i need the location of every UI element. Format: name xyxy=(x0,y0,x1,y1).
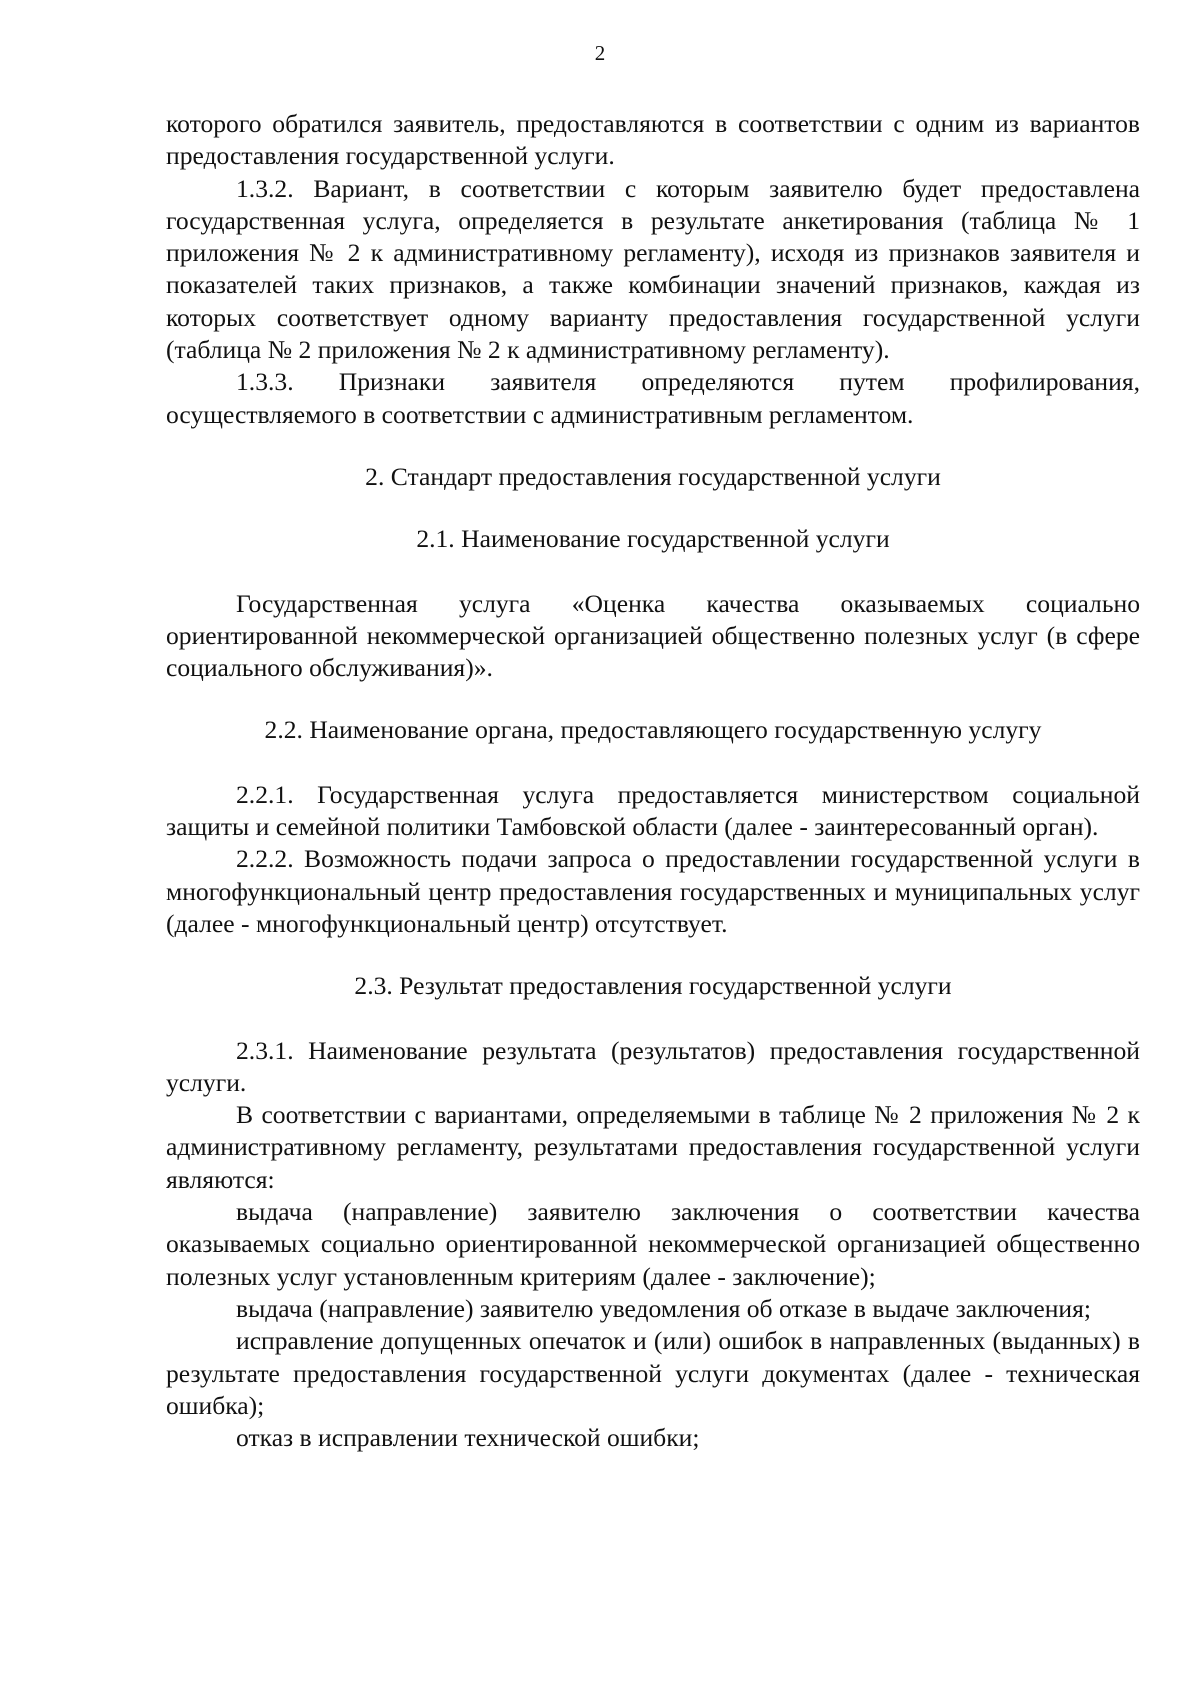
paragraph-result-correction-refusal: отказ в исправлении технической ошибки; xyxy=(236,1423,700,1453)
paragraph-result-correction: исправление допущенных опечаток и (или) ошибок в направленных (выданных) в результате предоставления государственной услуги документах (далее - техническая ошибка); xyxy=(166,1326,1140,1420)
section-2-1-title: 2.1. Наименование государственной услуги xyxy=(416,524,890,554)
paragraph-2-3-1: 2.3.1. Наименование результата (результатов) предоставления государственной услуги. xyxy=(166,1035,1140,1097)
paragraph-2-2-1: 2.2.1. Государственная услуга предоставляется министерством социальной защиты и семейной политики Тамбовской области (далее - заинтересованный орган). xyxy=(166,779,1140,842)
paragraph-result-conclusion: выдача (направление) заявителю заключения о соответствии качества оказываемых социально ориентированной некоммерческой организацией общественно полезных услуг установленным критериям (далее - заключение); xyxy=(166,1197,1140,1291)
paragraph-results-intro: В соответствии с вариантами, определяемыми в таблице № 2 приложения № 2 к административному регламенту, результатами предоставления государственной услуги являются: xyxy=(166,1100,1140,1194)
section-2-2-title: 2.2. Наименование органа, предоставляющего государственную услугу xyxy=(264,715,1042,745)
paragraph-2-2-2: 2.2.2. Возможность подачи запроса о предоставлении государственной услуги в многофункциональный центр предоставления государственных и муниципальных услуг (далее - многофункциональный центр) отсутствует. xyxy=(166,844,1140,938)
document-body xyxy=(166,108,1140,1454)
paragraph-result-refusal: выдача (направление) заявителю уведомления об отказе в выдаче заключения; xyxy=(236,1293,1091,1323)
section-2-title: 2. Стандарт предоставления государственной услуги xyxy=(365,461,941,491)
paragraph-1-3-3: 1.3.3. Признаки заявителя определяются путем профилирования, осуществляемого в соответствии с административным регламентом. xyxy=(166,367,1140,429)
paragraph-1-3-2: 1.3.2. Вариант, в соответствии с которым заявителю будет предоставлена государственная услуга, определяется в результате анкетирования (таблица № 1 приложения № 2 к административному регламенту), исходя из признаков заявителя и показателей таких признаков, а также комбинации значений признаков, каждая из которых соответствует одному варианту предоставления государственной услуги (таблица № 2 приложения № 2 к административному регламенту). xyxy=(166,173,1140,365)
paragraph-2-1-service-name: Государственная услуга «Оценка качества оказываемых социально ориентированной некоммерческой организацией общественно полезных услуг (в сфере социального обслуживания)». xyxy=(166,588,1140,683)
section-2-3-title: 2.3. Результат предоставления государственной услуги xyxy=(354,971,952,1001)
paragraph-continuation: которого обратился заявитель, предоставляются в соответствии с одним из вариантов предоставления государственной услуги. xyxy=(166,109,1140,171)
page-number: 2 xyxy=(594,41,606,65)
